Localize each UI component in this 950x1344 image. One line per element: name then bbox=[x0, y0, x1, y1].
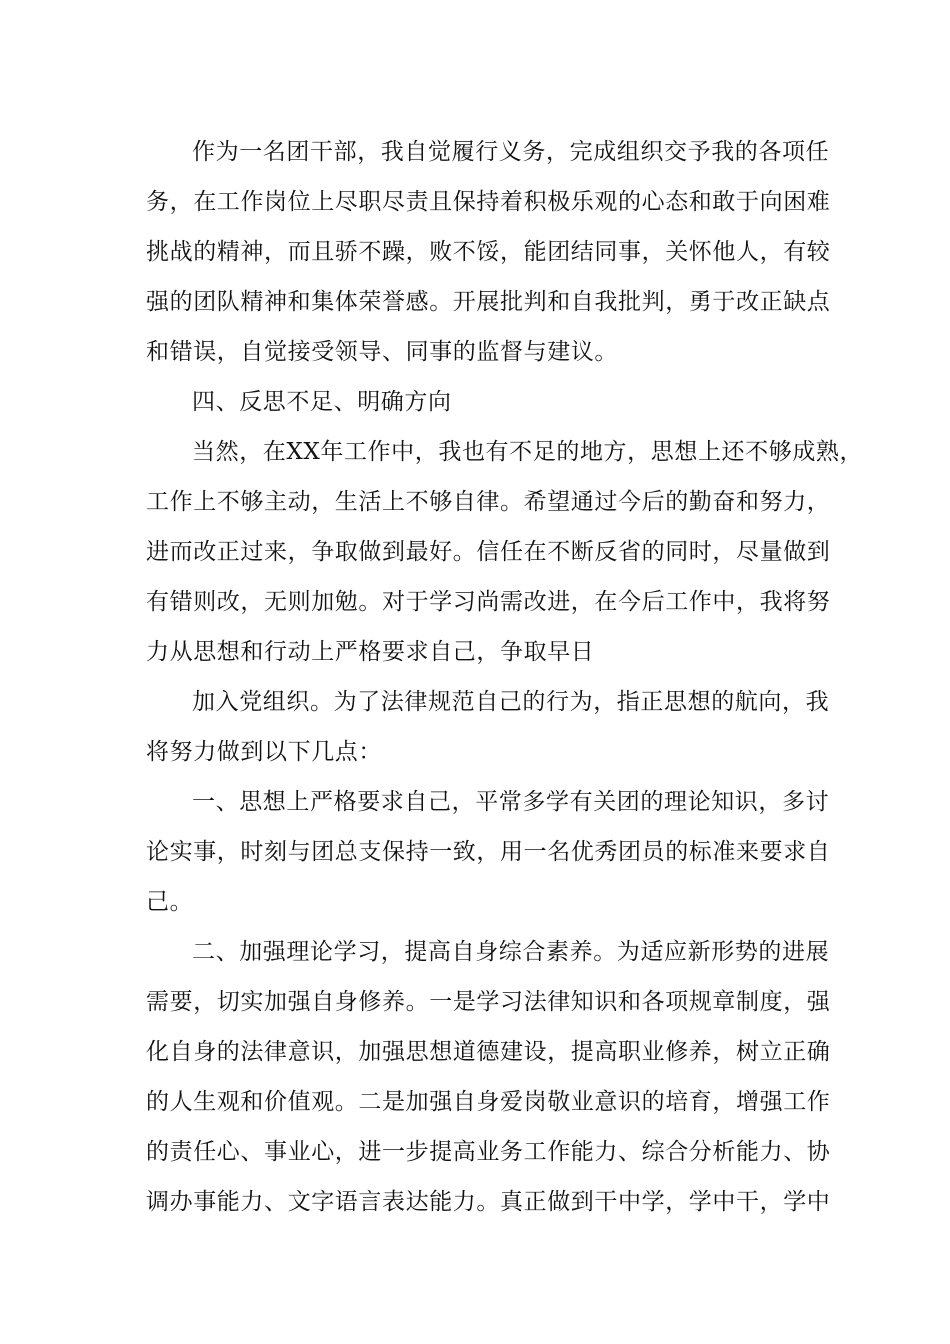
paragraph-line: 将努力做到以下几点： bbox=[146, 739, 382, 765]
list-item-line: 需要，切实加强自身修养。一是学习法律知识和各项规章制度，强 bbox=[146, 989, 831, 1015]
paragraph-line: 加入党组织。为了法律规范自己的行为，指正思想的航向，我 bbox=[192, 689, 830, 715]
section-heading: 四、反思不足、明确方向 bbox=[192, 389, 452, 415]
list-item-line: 己。 bbox=[146, 889, 194, 915]
list-item-line: 一、思想上严格要求自己，平常多学有关团的理论知识，多讨 bbox=[192, 789, 830, 815]
list-item-line: 调办事能力、文字语言表达能力。真正做到干中学，学中干，学中 bbox=[146, 1189, 831, 1215]
list-item-line: 论实事，时刻与团总支保持一致，用一名优秀团员的标准来要求自 bbox=[146, 839, 831, 865]
paragraph-line: 当然，在XX年工作中，我也有不足的地方，思想上还不够成熟， bbox=[192, 439, 864, 465]
list-item-line: 的责任心、事业心，进一步提高业务工作能力、综合分析能力、协 bbox=[146, 1139, 831, 1165]
list-item-line: 的人生观和价值观。二是加强自身爱岗敬业意识的培育，增强工作 bbox=[146, 1089, 831, 1115]
paragraph-line: 工作上不够主动，生活上不够自律。希望通过今后的勤奋和努力， bbox=[146, 489, 831, 515]
paragraph-line: 力从思想和行动上严格要求自己，争取早日 bbox=[146, 639, 595, 665]
paragraph-line: 作为一名团干部，我自觉履行义务，完成组织交予我的各项任 bbox=[192, 139, 830, 165]
list-item-line: 二、加强理论学习，提高自身综合素养。为适应新形势的进展 bbox=[192, 939, 830, 965]
paragraph-line: 进而改正过来，争取做到最好。信任在不断反省的同时，尽量做到 bbox=[146, 539, 831, 565]
paragraph-line: 强的团队精神和集体荣誉感。开展批判和自我批判，勇于改正缺点 bbox=[146, 289, 831, 315]
paragraph-line: 务，在工作岗位上尽职尽责且保持着积极乐观的心态和敢于向困难 bbox=[146, 189, 831, 215]
paragraph-line: 和错误，自觉接受领导、同事的监督与建议。 bbox=[146, 339, 618, 365]
paragraph-line: 挑战的精神，而且骄不躁，败不馁，能团结同事，关怀他人，有较 bbox=[146, 239, 831, 265]
paragraph-line: 有错则改，无则加勉。对于学习尚需改进，在今后工作中，我将努 bbox=[146, 589, 831, 615]
list-item-line: 化自身的法律意识，加强思想道德建设，提高职业修养，树立正确 bbox=[146, 1039, 831, 1065]
